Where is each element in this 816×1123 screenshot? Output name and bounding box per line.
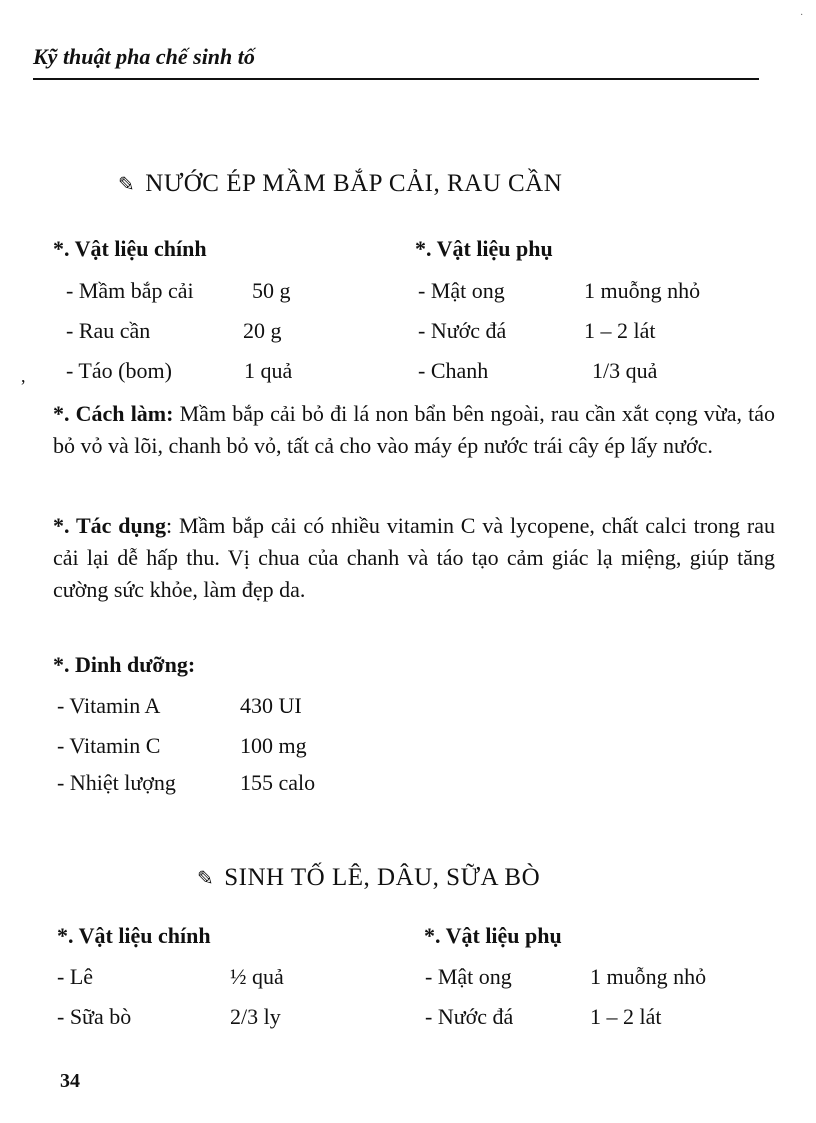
recipe2-main-item-qty: ½ quả [230, 964, 284, 989]
recipe1-main-item-name: - Mầm bắp cải [66, 278, 194, 303]
nutrition-name: - Nhiệt lượng [57, 770, 176, 795]
pointing-hand-icon: ✎ [118, 172, 136, 196]
recipe2-sub-item-qty: 1 muỗng nhỏ [590, 964, 707, 989]
recipe2-sub-heading: *. Vật liệu phụ [424, 923, 562, 948]
recipe1-sub-item-name: - Chanh [418, 358, 489, 383]
recipe1-effect-label: *. Tác dụng [53, 513, 166, 538]
page-number: 34 [60, 1070, 80, 1092]
recipe1-sub-item-name: - Nước đá [418, 318, 507, 343]
recipe2-title-row [197, 864, 540, 892]
nutrition-value: 430 UI [240, 693, 302, 718]
recipe1-title: NƯỚC ÉP MẦM BẮP CẢI, RAU CẦN [145, 170, 563, 197]
recipe2-main-item-name: - Sữa bò [57, 1004, 132, 1029]
nutrition-value: 155 calo [240, 770, 316, 795]
recipe1-sub-item-qty: 1 – 2 lát [584, 318, 656, 343]
scan-mark: · [800, 10, 804, 21]
recipe1-method-label: *. Cách làm: [53, 401, 174, 426]
running-header: Kỹ thuật pha chế sinh tố [33, 44, 255, 69]
recipe1-sub-item-name: - Mật ong [418, 278, 505, 303]
recipe1-method-paragraph [53, 398, 775, 462]
recipe1-nutrition-heading: *. Dinh dưỡng: [53, 652, 196, 677]
recipe2-sub-item-name: - Mật ong [425, 964, 512, 989]
recipe2-main-item-name: - Lê [57, 964, 94, 989]
nutrition-name: - Vitamin A [57, 693, 161, 718]
header-rule [33, 78, 759, 80]
recipe2-title: SINH TỐ LÊ, DÂU, SỮA BÒ [224, 864, 541, 891]
recipe1-method-text: Mầm bắp cải bỏ đi lá non bẩn bên ngoài, rau cần xắt cọng vừa, táo bỏ vỏ và lõi, chanh bỏ vỏ, tất cả cho vào máy ép nước trái cây ép lấy nước. [53, 401, 775, 458]
recipe2-main-heading: *. Vật liệu chính [57, 923, 211, 948]
nutrition-value: 100 mg [240, 733, 307, 758]
recipe2-main-item-qty: 2/3 ly [230, 1004, 281, 1029]
recipe1-main-item-name: - Táo (bom) [66, 358, 172, 383]
recipe1-main-heading: *. Vật liệu chính [53, 236, 207, 261]
recipe1-sub-item-qty: 1/3 quả [592, 358, 658, 383]
recipe1-effect-paragraph [53, 510, 775, 606]
recipe1-sub-heading: *. Vật liệu phụ [415, 236, 553, 261]
pointing-hand-icon: ✎ [197, 866, 215, 890]
recipe2-sub-item-qty: 1 – 2 lát [590, 1004, 662, 1029]
recipe1-title-row [118, 170, 562, 198]
scan-dot: , [21, 366, 26, 386]
recipe1-main-item-qty: 20 g [243, 318, 282, 343]
recipe2-sub-item-name: - Nước đá [425, 1004, 514, 1029]
recipe1-main-item-qty: 50 g [252, 278, 291, 303]
recipe1-effect-text: : Mầm bắp cải có nhiều vitamin C và lycopene, chất calci trong rau cải lại dễ hấp thu. Vị chua của chanh và táo tạo cảm giác lạ miệng, giúp tăng cường sức khỏe, làm đẹp da. [53, 513, 775, 602]
recipe1-main-item-name: - Rau cần [66, 318, 151, 343]
recipe1-main-item-qty: 1 quả [244, 358, 293, 383]
nutrition-name: - Vitamin C [57, 733, 161, 758]
recipe1-sub-item-qty: 1 muỗng nhỏ [584, 278, 701, 303]
